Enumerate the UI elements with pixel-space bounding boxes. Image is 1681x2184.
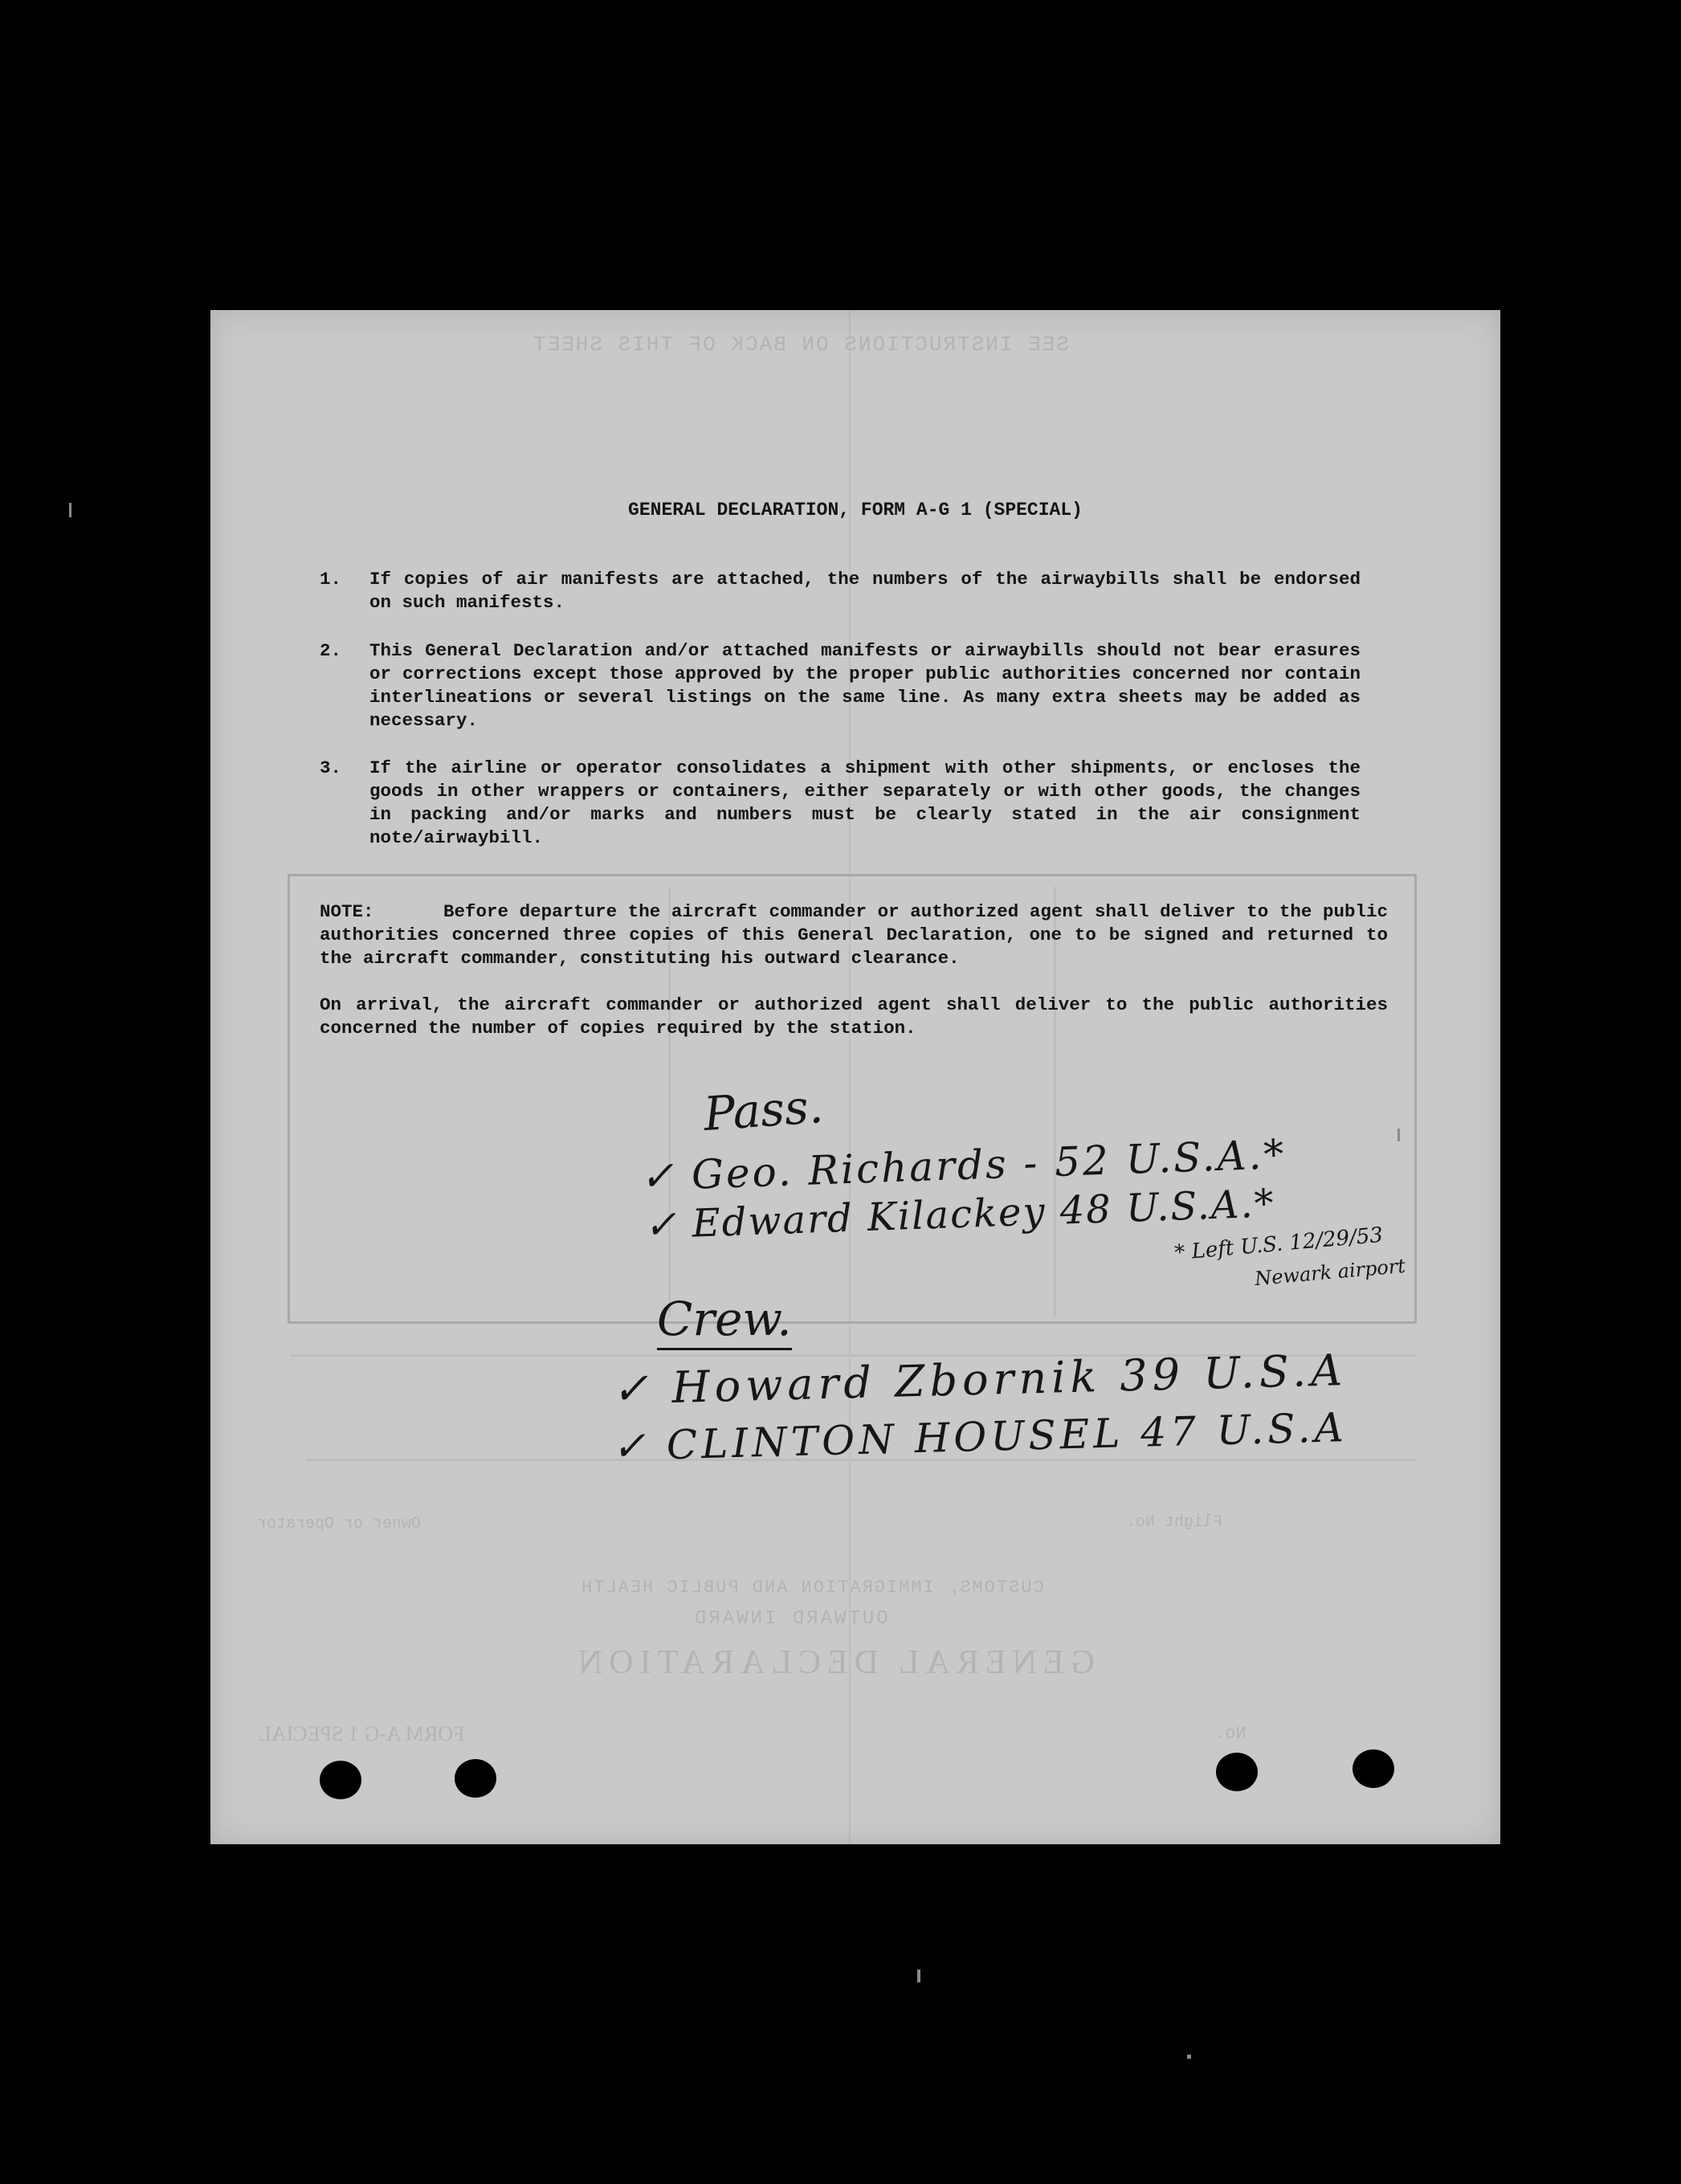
item-number: 1.	[320, 569, 342, 590]
scan-speck	[1187, 2055, 1191, 2059]
bleed-through-operator-label: Owner or Operator	[257, 1515, 422, 1533]
scan-speck	[917, 1970, 920, 1982]
punch-hole	[455, 1759, 496, 1798]
punch-hole	[320, 1761, 361, 1799]
item-text: If the airline or operator consolidates a shipment with other shipments, or encloses the goods in other wrappers or containers, either separately or with other goods, the changes in packing and/or marks and numbers must be clearly stated in the air consignment note/airwaybill.	[369, 757, 1361, 848]
instruction-item	[320, 568, 1361, 614]
instruction-item	[320, 757, 1361, 850]
handwritten-crew-heading: Crew.	[657, 1292, 792, 1350]
handwritten-passenger-2: ✓ Edward Kilackey 48 U.S.A.*	[643, 1181, 1276, 1248]
punch-hole	[1353, 1749, 1394, 1788]
note-arrival: On arrival, the aircraft commander or authorized agent shall deliver to the public authorities concerned the number of copies required by the station.	[320, 994, 1388, 1039]
item-text: If copies of air manifests are attached, the numbers of the airwaybills shall be endorsed on such manifests.	[369, 569, 1361, 613]
bleed-through-subline: CUSTOMS, IMMIGRATION AND PUBLIC HEALTH	[580, 1578, 1044, 1598]
bleed-through-no-label: No.	[1214, 1724, 1246, 1744]
bleed-through-form-label: FORM A-G 1 SPECIAL	[259, 1722, 465, 1745]
note-departure	[320, 900, 1388, 970]
handwritten-footnote: Newark airport	[1254, 1254, 1406, 1291]
handwritten-crew-1: ✓ Howard Zbornik 39 U.S.A	[611, 1345, 1348, 1414]
item-number: 2.	[320, 640, 342, 661]
item-number: 3.	[320, 757, 342, 778]
note-label: NOTE:	[320, 901, 374, 922]
bleed-through-subline: OUTWARD INWARD	[692, 1608, 888, 1630]
declaration-sheet	[210, 310, 1500, 1844]
handwritten-pass-heading: Pass.	[701, 1078, 826, 1142]
instruction-item	[320, 639, 1361, 733]
punch-hole	[1216, 1753, 1258, 1791]
scan-speck	[1397, 1129, 1400, 1141]
bleed-through-headline: GENERAL DECLARATION	[572, 1644, 1095, 1681]
item-text: This General Declaration and/or attached manifests or airwaybills should not bear erasures or corrections except those approved by the proper public authorities concerned nor contain interlineations or several listings on the same line. As many extra sheets may be added as necessary.	[369, 640, 1361, 731]
scan-speck	[69, 503, 71, 517]
handwritten-passenger-1: ✓ Geo. Richards - 52 U.S.A.*	[639, 1130, 1287, 1201]
form-title: GENERAL DECLARATION, FORM A-G 1 (SPECIAL)	[628, 500, 1083, 520]
note-block	[320, 900, 1388, 1040]
bleed-through-flight-label: Flight No.	[1126, 1513, 1223, 1532]
handwritten-crew-2: ✓ CLINTON HOUSEL 47 U.S.A	[611, 1404, 1348, 1470]
bleed-through-top-line: SEE INSTRUCTIONS ON BACK OF THIS SHEET	[532, 333, 1069, 357]
note-departure-text: Before departure the aircraft commander or authorized agent shall deliver to the public authorities concerned three copies of this General Declaration, one to be signed and returned to the aircraft commander, constituting his outward clearance.	[320, 901, 1388, 969]
handwritten-footnote: * Left U.S. 12/29/53	[1173, 1223, 1385, 1266]
